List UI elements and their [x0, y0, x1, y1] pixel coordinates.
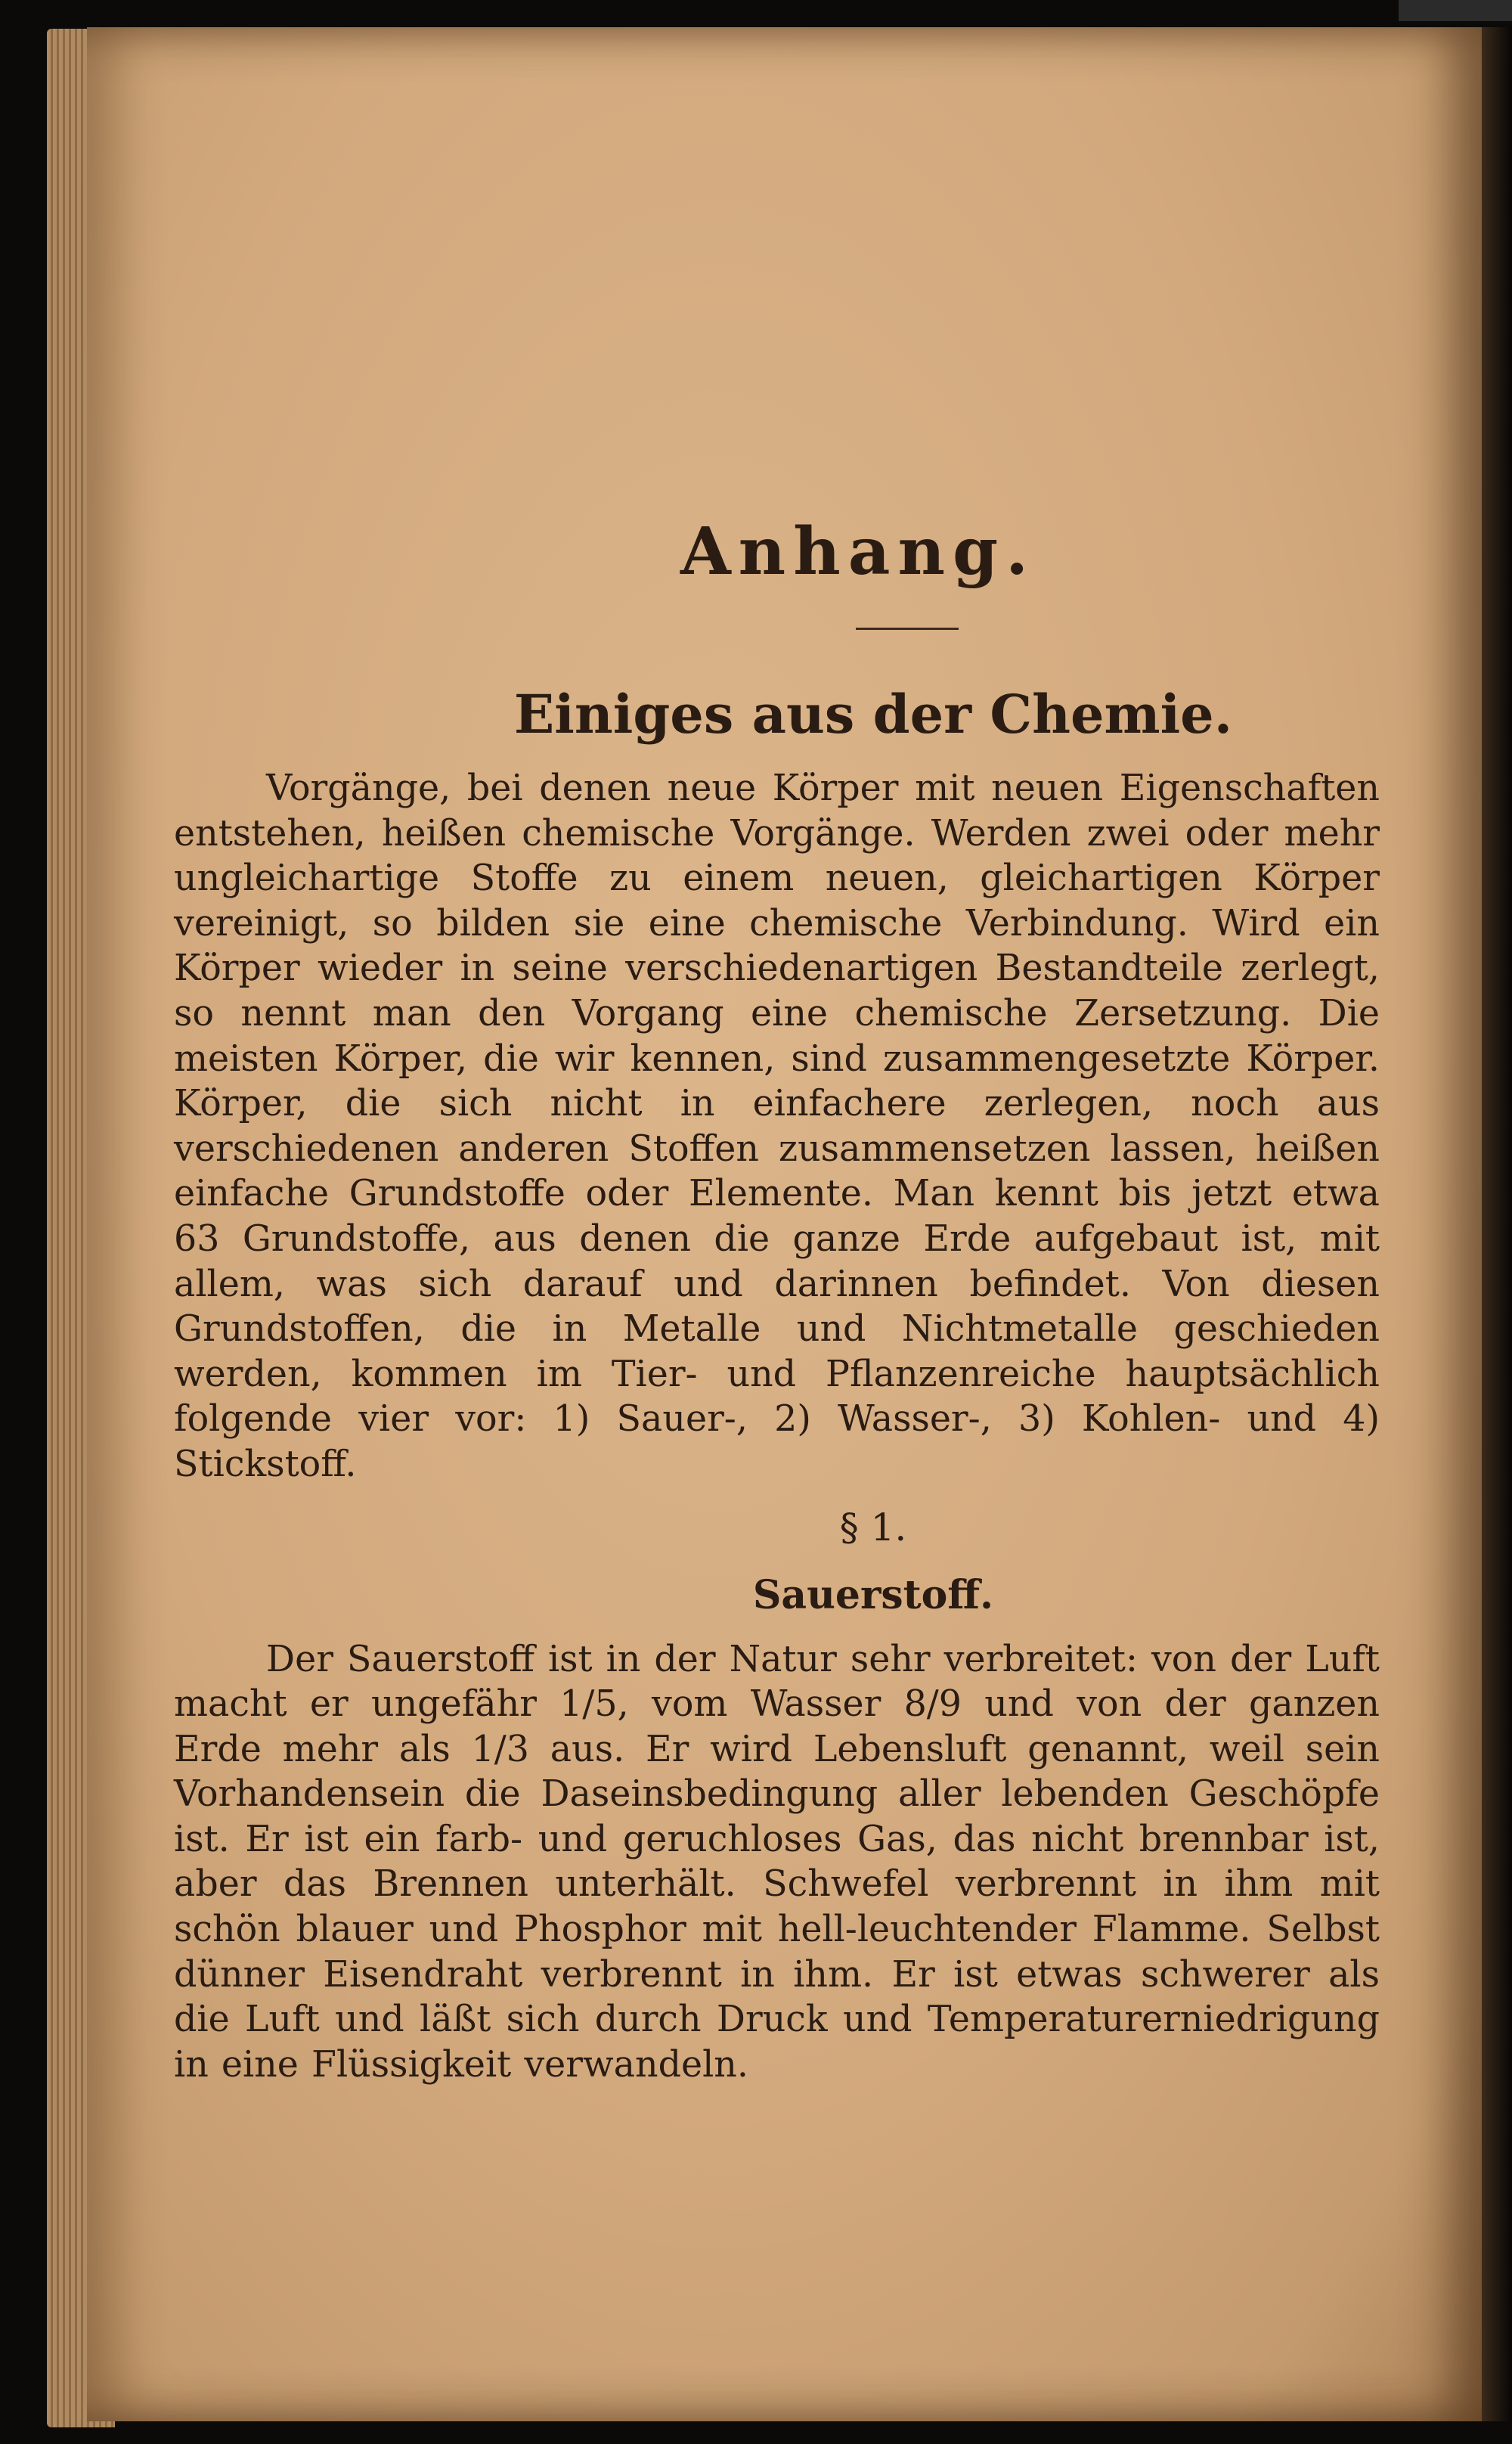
gutter-shadow — [1482, 27, 1512, 2421]
page-content — [174, 513, 1463, 2087]
section-title: Einiges aus der Chemie. — [513, 683, 1233, 746]
subsection-title: Sauerstoff. — [752, 1571, 994, 1618]
subsection-paragraph: Der Sauerstoff ist in der Natur sehr verbreitet: von der Luft macht er ungefähr 1/5, vom Wasser 8/9 und von der ganzen Erde mehr als 1/3 aus. Er wird Lebensluft genannt, weil sein Vorhandensein die Daseinsbedingung aller lebenden Geschöpfe ist. Er ist ein farb- und geruchloses Gas, das nicht brennbar ist, aber das Brennen unterhält. Schwefel verbrennt in ihm mit schön blauer und Phosphor mit hell-leuchtender Flamme. Selbst dünner Eisendraht verbrennt in ihm. Er ist etwas schwerer als die Luft und läßt sich durch Druck und Temperaturerniedrigung in eine Flüssigkeit verwandeln. — [174, 1638, 1380, 2086]
title-rule — [856, 628, 959, 630]
subsection-number: § 1. — [839, 1505, 907, 1549]
section-paragraph: Vorgänge, bei denen neue Körper mit neuen Eigenschaften entstehen, heißen chemische Vorgänge. Werden zwei oder mehr ungleichartige Stoffe zu einem neuen, gleichartigen Körper vereinigt, so bilden sie eine chemische Verbindung. Wird ein Körper wieder in seine verschiedenartigen Bestandteile zerlegt, so nennt man den Vorgang eine chemische Zersetzung. Die meisten Körper, die wir kennen, sind zusammengesetzte Körper. Körper, die sich nicht in einfachere zerlegen, noch aus verschiedenen anderen Stoffen zusammensetzen lassen, heißen einfache Grundstoffe oder Elemente. Man kennt bis jetzt etwa 63 Grundstoffe, aus denen die ganze Erde aufgebaut ist, mit allem, was sich darauf und darinnen befindet. Von diesen Grundstoffen, die in Metalle und Nichtmetalle geschieden werden, kommen im Tier- und Pflanzenreiche hauptsächlich folgende vier vor: 1) Sauer-, 2) Wasser-, 3) Kohlen- und 4) Stickstoff. — [174, 768, 1380, 1485]
corner-block — [1399, 0, 1512, 21]
page-title: Anhang. — [680, 513, 1036, 590]
